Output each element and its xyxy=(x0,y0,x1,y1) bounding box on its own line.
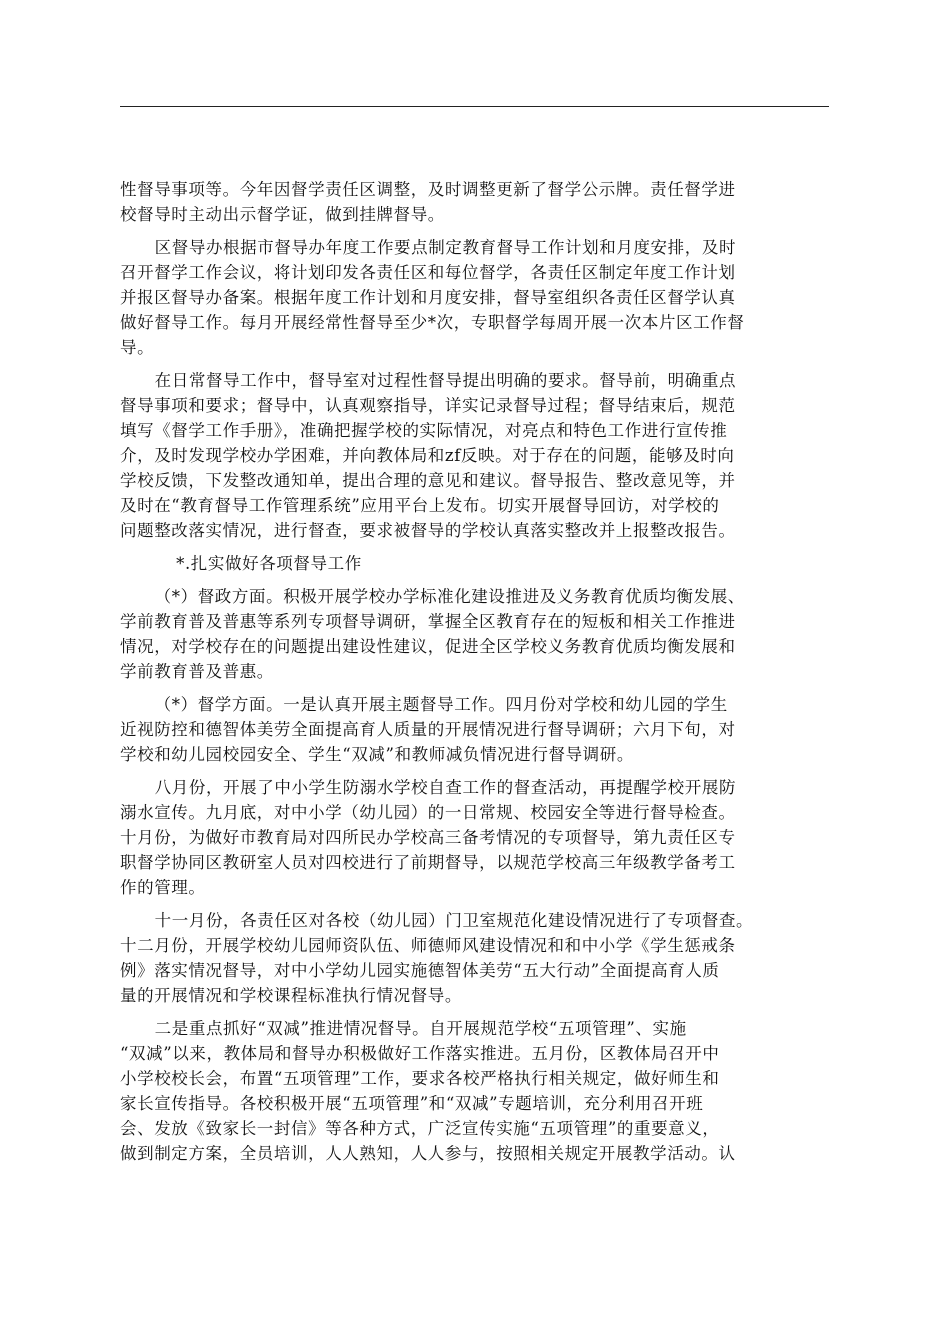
text-line: 会、发放《致家长一封信》等各种方式，广泛宣传实施“五项管理”的重要意义， xyxy=(120,1119,720,1138)
paragraph xyxy=(120,908,832,1008)
text-line: 溺水宣传。九月底，对中小学（幼儿园）的一日常规、校园安全等进行督导检查。 xyxy=(120,803,736,822)
text-line: 导。 xyxy=(120,338,155,357)
text-line: 近视防控和德智体美劳全面提高育人质量的开展情况进行督导调研；六月下旬，对 xyxy=(120,720,736,739)
text-line: 召开督学工作会议，将计划印发各责任区和每位督学，各责任区制定年度工作计划 xyxy=(120,263,736,282)
text-line: 小学校校长会，布置“五项管理”工作，要求各校严格执行相关规定，做好师生和 xyxy=(120,1069,720,1088)
header-rule xyxy=(120,106,829,107)
paragraph xyxy=(120,692,832,767)
paragraph xyxy=(120,177,832,227)
text-line: 情况，对学校存在的问题提出建设性建议，促进全区学校义务教育优质均衡发展和 xyxy=(120,637,736,656)
text-line: 做到制定方案，全员培训，人人熟知，人人参与，按照相关规定开展教学活动。认 xyxy=(120,1144,736,1163)
paragraph xyxy=(120,235,832,360)
text-line: 学校反馈，下发整改通知单，提出合理的意见和建议。督导报告、整改意见等，并 xyxy=(120,471,736,490)
text-line: 在日常督导工作中，督导室对过程性督导提出明确的要求。督导前，明确重点 xyxy=(154,371,737,390)
text-line: 职督学协同区教研室人员对四校进行了前期督导，以规范学校高三年级教学备考工 xyxy=(120,853,736,872)
text-line: 督导事项和要求；督导中，认真观察指导，详实记录督导过程；督导结束后，规范 xyxy=(120,396,736,415)
text-line: （*）督学方面。一是认真开展主题督导工作。四月份对学校和幼儿园的学生 xyxy=(154,695,728,714)
text-line: 十月份，为做好市教育局对四所民办学校高三备考情况的专项督导，第九责任区专 xyxy=(120,828,736,847)
text-line: 性督导事项等。今年因督学责任区调整，及时调整更新了督学公示牌。责任督学进 xyxy=(120,180,736,199)
text-line: 填写《督学工作手册》，准确把握学校的实际情况，对亮点和特色工作进行宣传推 xyxy=(120,421,728,440)
text-line: 并报区督导办备案。根据年度工作计划和月度安排，督导室组织各责任区督学认真 xyxy=(120,288,736,307)
text-line: 作的管理。 xyxy=(120,878,206,897)
text-line: 校督导时主动出示督学证，做到挂牌督导。 xyxy=(120,205,445,224)
text-line: “双减”以来，教体局和督导办积极做好工作落实推进。五月份，区教体局召开中 xyxy=(120,1044,720,1063)
paragraph xyxy=(120,368,832,543)
text-line: 十二月份，开展学校幼儿园师资队伍、师德师风建设情况和和中小学《学生惩戒条 xyxy=(120,936,736,955)
text-line: 学前教育普及普惠等系列专项督导调研，掌握全区教育存在的短板和相关工作推进 xyxy=(120,612,736,631)
text-line: 十一月份，各责任区对各校（幼儿园）门卫室规范化建设情况进行了专项督查。 xyxy=(154,911,754,930)
text-line: 家长宣传指导。各校积极开展“五项管理”和“双减”专题培训，充分利用召开班 xyxy=(120,1094,704,1113)
text-line: 及时在“教育督导工作管理系统”应用平台上发布。切实开展督导回访，对学校的 xyxy=(120,496,720,515)
text-line: 学校和幼儿园校园安全、学生“双减”和教师减负情况进行督导调研。 xyxy=(120,745,634,764)
text-line: 量的开展情况和学校课程标准执行情况督导。 xyxy=(120,986,462,1005)
text-line: 二是重点抓好“双减”推进情况督导。自开展规范学校“五项管理”、实施 xyxy=(154,1019,687,1038)
paragraph xyxy=(120,584,832,684)
document-body xyxy=(120,177,832,1174)
text-line: 例》落实情况督导，对中小学幼儿园实施德智体美劳“五大行动”全面提高育人质 xyxy=(120,961,720,980)
text-line: 做好督导工作。每月开展经常性督导至少*次，专职督学每周开展一次本片区工作督 xyxy=(120,313,745,332)
text-line: 区督导办根据市督导办年度工作要点制定教育督导工作计划和月度安排，及时 xyxy=(154,238,737,257)
text-line: 介，及时发现学校办学困难，并向教体局和zf反映。对于存在的问题，能够及时向 xyxy=(120,446,735,465)
text-line: *.扎实做好各项督导工作 xyxy=(176,554,362,573)
text-line: 学前教育普及普惠。 xyxy=(120,662,274,681)
section-heading xyxy=(120,551,832,576)
text-line: （*）督政方面。积极开展学校办学标准化建设推进及义务教育优质均衡发展、 xyxy=(154,587,745,606)
paragraph xyxy=(120,1016,832,1166)
paragraph xyxy=(120,775,832,900)
text-line: 八月份，开展了中小学生防溺水学校自查工作的督查活动，再提醒学校开展防 xyxy=(154,778,737,797)
text-line: 问题整改落实情况，进行督查，要求被督导的学校认真落实整改并上报整改报告。 xyxy=(120,521,736,540)
